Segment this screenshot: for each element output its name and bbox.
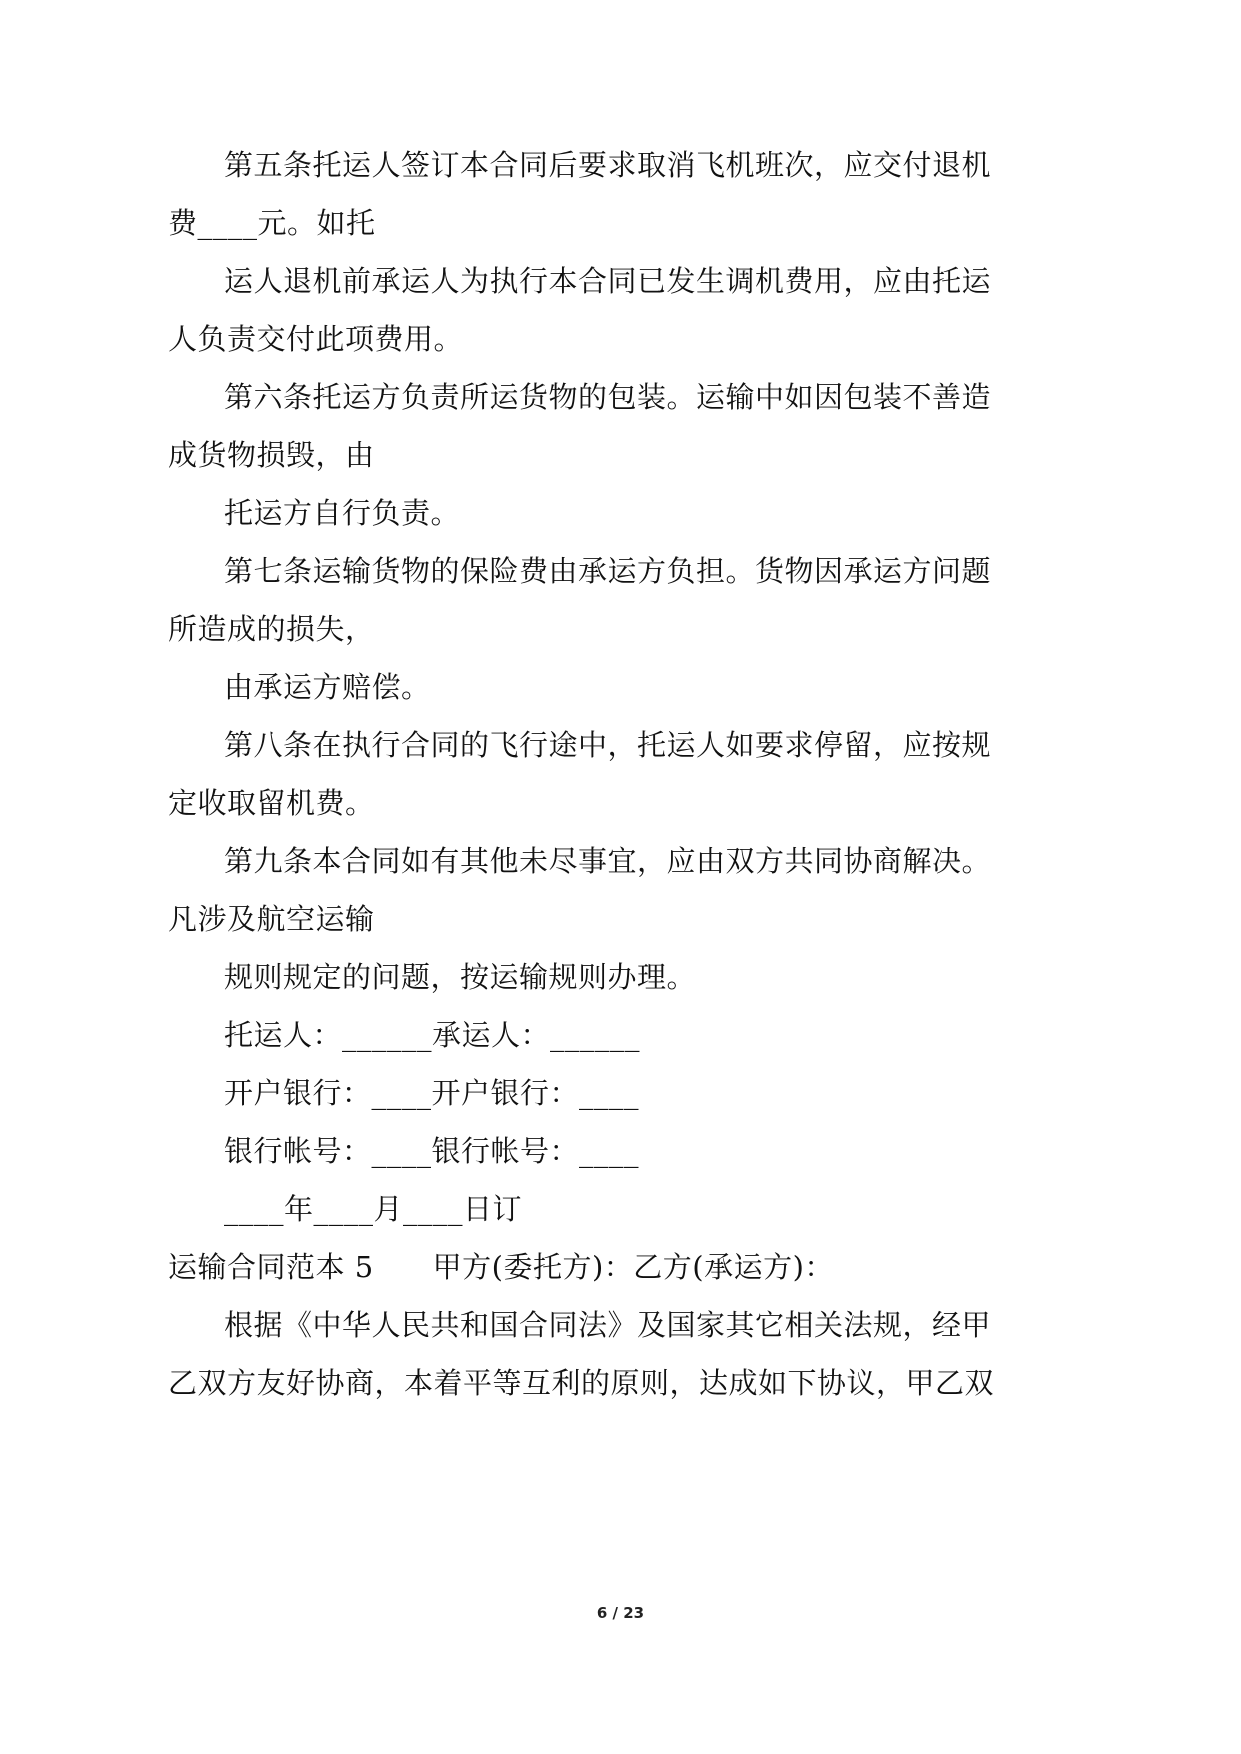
paragraph-line: 第五条托运人签订本合同后要求取消飞机班次，应交付退机 <box>224 148 992 182</box>
paragraph-line: 费____元。如托 <box>168 206 376 240</box>
paragraph-line: 运人退机前承运人为执行本合同已发生调机费用，应由托运 <box>224 264 992 298</box>
paragraph-line: 第九条本合同如有其他未尽事宜，应由双方共同协商解决。 <box>224 844 992 878</box>
page-number: 6 / 23 <box>596 1604 645 1622</box>
paragraph-line: 乙双方友好协商，本着平等互利的原则，达成如下协议，甲乙双 <box>168 1366 995 1400</box>
paragraph-line: 由承运方赔偿。 <box>224 670 431 704</box>
paragraph-line: 人负责交付此项费用。 <box>168 322 464 356</box>
signature-line-date: ____年____月____日订 <box>224 1192 523 1226</box>
paragraph-line: 托运方自行负责。 <box>224 496 461 530</box>
paragraph-line: 成货物损毁，由 <box>168 438 375 472</box>
signature-line-bank: 开户银行：____开户银行：____ <box>224 1076 640 1110</box>
paragraph-line: 根据《中华人民共和国合同法》及国家其它相关法规，经甲 <box>224 1308 992 1342</box>
signature-line-account: 银行帐号：____银行帐号：____ <box>224 1134 640 1168</box>
signature-line-parties: 托运人：______承运人：______ <box>224 1018 641 1052</box>
paragraph-line: 所造成的损失， <box>168 612 375 646</box>
paragraph-line: 凡涉及航空运输 <box>168 902 375 936</box>
paragraph-line: 定收取留机费。 <box>168 786 375 820</box>
paragraph-line: 第八条在执行合同的飞行途中，托运人如要求停留，应按规 <box>224 728 992 762</box>
paragraph-line: 第七条运输货物的保险费由承运方负担。货物因承运方问题 <box>224 554 992 588</box>
paragraph-line: 第六条托运方负责所运货物的包装。运输中如因包装不善造 <box>224 380 992 414</box>
section-heading: 运输合同范本 5 甲方(委托方)：乙方(承运方)： <box>168 1250 834 1284</box>
paragraph-line: 规则规定的问题，按运输规则办理。 <box>224 960 697 994</box>
